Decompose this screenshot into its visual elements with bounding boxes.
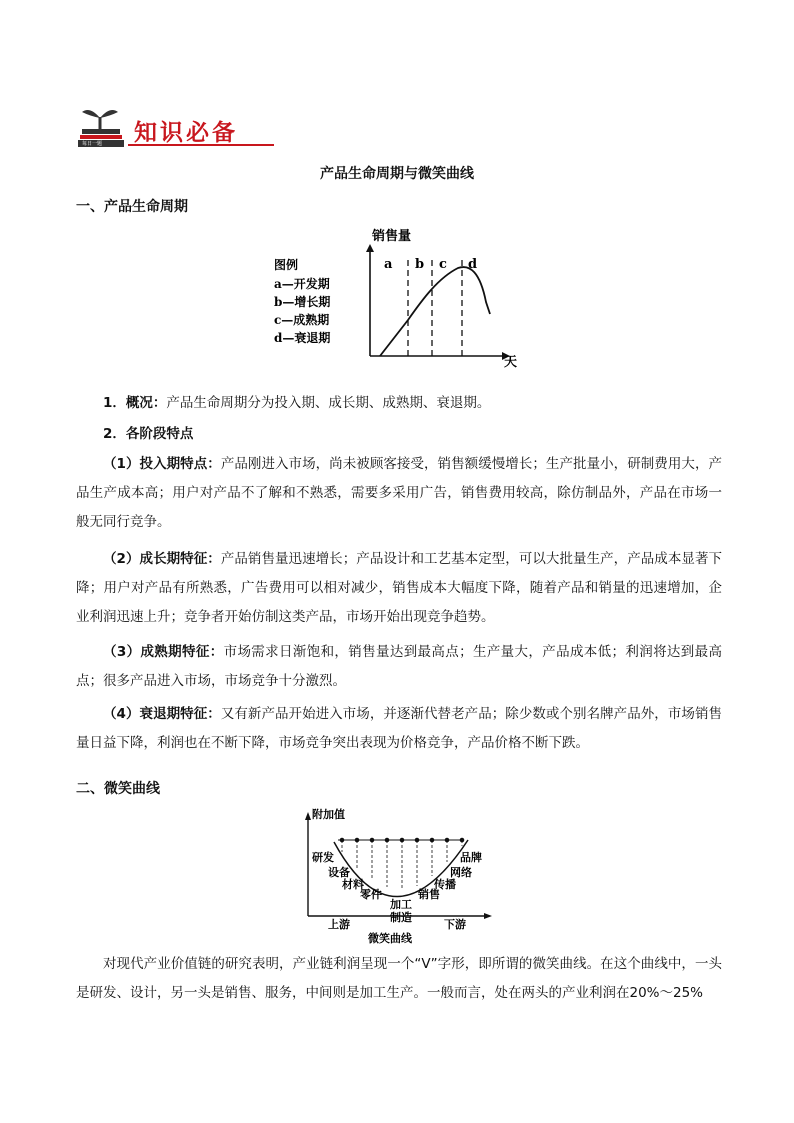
stage-text: 市场需求日渐饱和，销售量达到最高点；生产量大，产品成本低；利润将达到最高点；很多产品进入市场，市场竞争十分激烈。: [76, 644, 722, 689]
section1-heading: 一、产品生命周期: [76, 199, 188, 215]
smile-label: 制造: [390, 911, 412, 924]
upstream-label: 上游: [328, 918, 350, 931]
stage-text: 又有新产品开始进入市场，并逐渐代替老产品；除少数或个别名牌产品外，市场销售量日益下降，利润也在不断下降，市场竞争突出表现为价格竞争，产品价格不断下跌。: [76, 706, 722, 751]
smile-label: 品牌: [460, 851, 482, 864]
legend-title: 图例: [274, 258, 299, 272]
downstream-label: 下游: [444, 918, 466, 931]
overview-label: 1．概况：: [103, 395, 167, 411]
overview-paragraph: [76, 389, 722, 418]
stage-paragraph: [76, 638, 722, 696]
smile-label: 研发: [312, 851, 334, 864]
section-banner: [76, 100, 276, 150]
figure2-y-label: 附加值: [312, 808, 345, 821]
stage-text: 产品刚进入市场，尚未被顾客接受，销售额缓慢增长；生产批量小，研制费用大，产品生产成本高；用户对产品不了解和不熟悉，需要多采用广告，销售费用较高，除仿制品外，产品在市场一般无同行竞争。: [76, 456, 722, 530]
features-heading-text: 2．各阶段特点: [103, 426, 194, 442]
banner-badge: 每日一题: [82, 141, 103, 147]
figure1-y-label: 销售量: [372, 229, 412, 244]
smile-label: 网络: [450, 866, 472, 879]
stage-label: （2）成长期特征：: [103, 551, 221, 567]
figure1-x-label: 天: [504, 355, 518, 368]
smile-label: 销售: [418, 888, 440, 901]
product-life-cycle-figure: [270, 222, 530, 368]
legend-item: a—开发期: [274, 277, 330, 291]
smile-label: 传播: [434, 878, 456, 891]
banner-title: 知识必备: [134, 120, 238, 146]
stage-label: （3）成熟期特征：: [103, 644, 224, 660]
stage-label: （4）衰退期特征：: [103, 706, 221, 722]
stage-paragraph: [76, 450, 722, 537]
legend-item: d—衰退期: [274, 331, 331, 345]
features-heading: [76, 420, 722, 449]
stage-letter-c: c: [439, 257, 447, 272]
smile-curve-paragraph: 对现代产业价值链的研究表明，产业链利润呈现一个“V”字形，即所谓的微笑曲线。在这个曲线中，一头是研发、设计，另一头是销售、服务，中间则是加工生产。一般而言，处在两头的产业利润在20%～25%: [76, 956, 722, 1001]
legend-item: b—增长期: [274, 295, 331, 309]
stage-paragraph: [76, 700, 722, 758]
section2-heading: 二、微笑曲线: [76, 781, 160, 797]
smile-label: 零件: [360, 888, 382, 901]
smile-label: 加工: [390, 898, 412, 911]
smile-label: 设备: [328, 866, 350, 879]
stage-letter-a: a: [384, 257, 393, 272]
stage-letter-b: b: [415, 257, 425, 272]
stage-label: （1）投入期特点：: [103, 456, 221, 472]
stage-text: 产品销售量迅速增长；产品设计和工艺基本定型，可以大批量生产，产品成本显著下降；用户对产品有所熟悉，广告费用可以相对减少，销售成本大幅度下降，随着产品和销量的迅速增加，企业利润迅速上升；竞争者开始仿制这类产品，市场开始出现竞争趋势。: [76, 551, 722, 625]
smile-curve-figure: [298, 804, 498, 946]
smile-label: 材料: [342, 878, 364, 891]
legend-item: c—成熟期: [274, 313, 330, 327]
document-title: 产品生命周期与微笑曲线: [320, 166, 474, 182]
stage-paragraph: [76, 545, 722, 632]
overview-text: 产品生命周期分为投入期、成长期、成熟期、衰退期。: [166, 395, 491, 411]
figure2-caption: 微笑曲线: [368, 932, 412, 945]
stage-letter-d: d: [468, 257, 478, 272]
